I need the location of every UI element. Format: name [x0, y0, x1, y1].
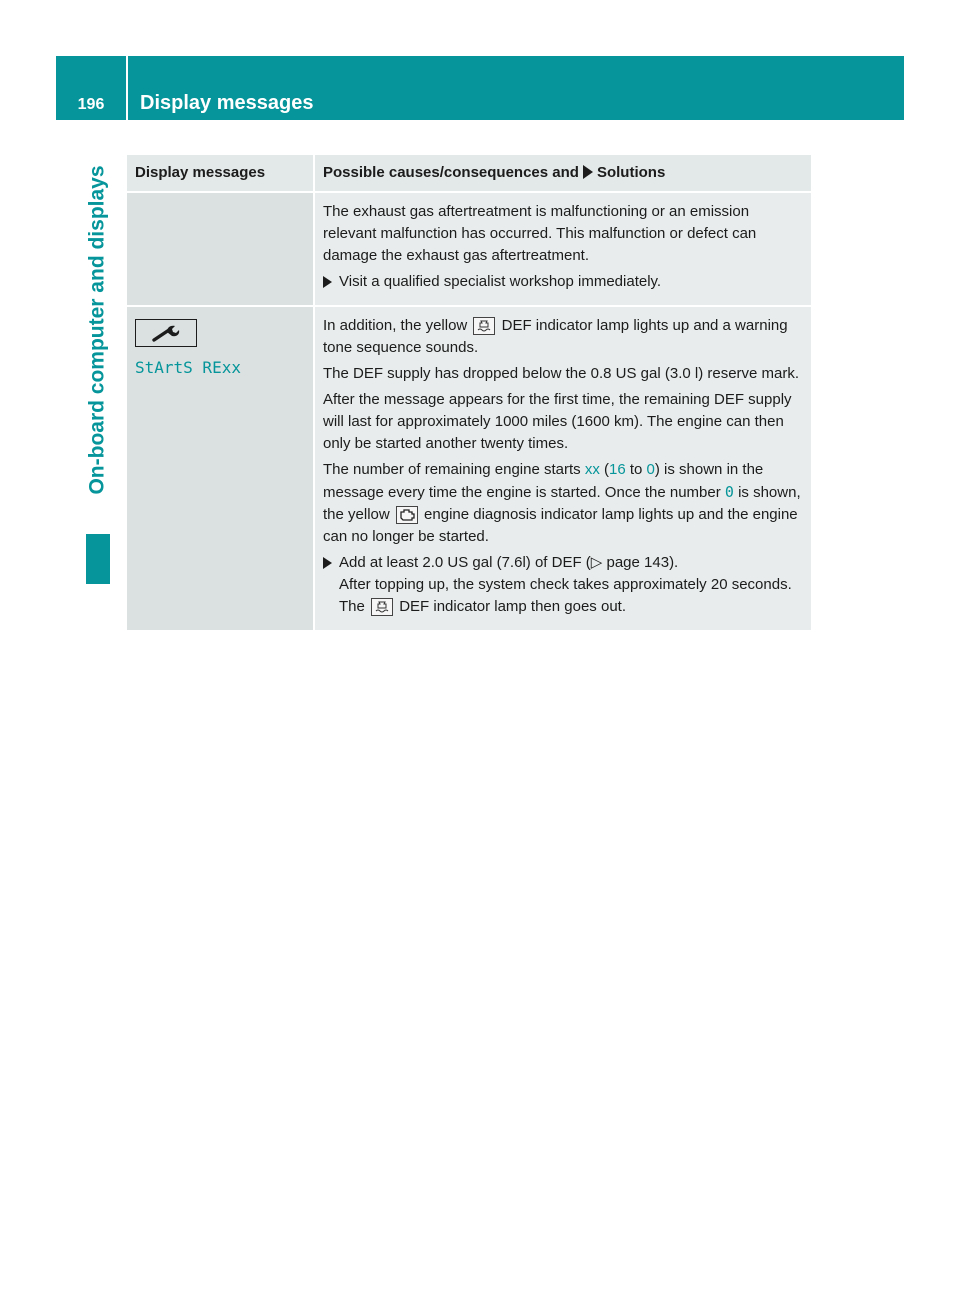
- text-span: is shown, the yellow: [323, 484, 801, 523]
- col-header-display: Display messages: [127, 155, 313, 191]
- cause-text: After the message appears for the first time, the remaining DEF supply will last for approximately 1000 miles (1600 km). The engine can then only be started another twenty times.: [323, 391, 792, 452]
- text-span: DEF indicator lamp then goes out.: [399, 598, 626, 615]
- table-row: [127, 191, 811, 305]
- text-span: (: [603, 461, 609, 478]
- solution-step: [323, 271, 803, 293]
- causes-cell: [315, 307, 811, 630]
- text-span: Add at least 2.0 US gal (7.6l) of DEF (: [339, 554, 591, 571]
- page-title: Display messages: [140, 92, 314, 114]
- display-cell-empty: [127, 193, 313, 305]
- text-span: In addition, the yellow: [323, 317, 468, 334]
- header-bar: [56, 56, 904, 120]
- solution-text: Visit a qualified specialist workshop immediately.: [339, 273, 662, 290]
- cause-text: The exhaust gas aftertreatment is malfunctioning or an emission relevant malfunction has occurred. This malfunction or defect can damage the exhaust gas aftertreatment.: [323, 203, 757, 264]
- side-tab-label: On-board computer and displays: [86, 165, 109, 495]
- display-value-0: 0: [646, 461, 655, 478]
- display-message-text: StArtS RExx: [135, 358, 241, 377]
- cause-text: [323, 315, 803, 359]
- table-row: [127, 305, 811, 630]
- wrench-icon: [135, 319, 197, 347]
- cause-text: The DEF supply has dropped below the 0.8 US gal (3.0 l) reserve mark.: [323, 365, 800, 382]
- step-arrow-icon: [323, 557, 332, 569]
- def-indicator-icon: [473, 317, 495, 335]
- display-value-xx: xx: [584, 461, 600, 478]
- text-span: After topping up, the system check takes approximately 20 seconds. The: [339, 576, 792, 615]
- engine-diagnosis-icon: [396, 506, 418, 524]
- col-header-solutions-text: Solutions: [596, 164, 666, 181]
- def-indicator-icon: [371, 598, 393, 616]
- arrow-icon: [583, 165, 593, 179]
- cause-text: [323, 459, 803, 548]
- text-span: engine diagnosis indicator lamp lights up and the engine can no longer be started.: [323, 506, 798, 545]
- text-span: DEF indicator lamp lights up and a warning tone sequence sounds.: [323, 317, 788, 356]
- text-span: The number of remaining engine starts: [323, 461, 581, 478]
- display-value-0-mono: 0: [724, 483, 734, 501]
- solution-step: [323, 552, 803, 618]
- side-tab: [86, 130, 110, 530]
- col-header-causes-text: Possible causes/consequences and: [323, 164, 579, 181]
- causes-cell: [315, 193, 811, 305]
- page-number: 196: [77, 96, 105, 113]
- text-span: to: [629, 461, 643, 478]
- display-value-16: 16: [608, 461, 626, 478]
- display-cell: [127, 307, 313, 630]
- text-span: ) is shown in the message every time the engine is started. Once the number: [323, 461, 764, 501]
- col-header-causes: [315, 155, 811, 191]
- page-ref-icon: ▷: [590, 554, 603, 571]
- side-block: [86, 534, 110, 584]
- header-divider: [126, 56, 128, 120]
- table-header-row: [127, 155, 811, 191]
- messages-table: [127, 155, 811, 630]
- text-span: page 143).: [606, 554, 679, 571]
- step-arrow-icon: [323, 276, 332, 288]
